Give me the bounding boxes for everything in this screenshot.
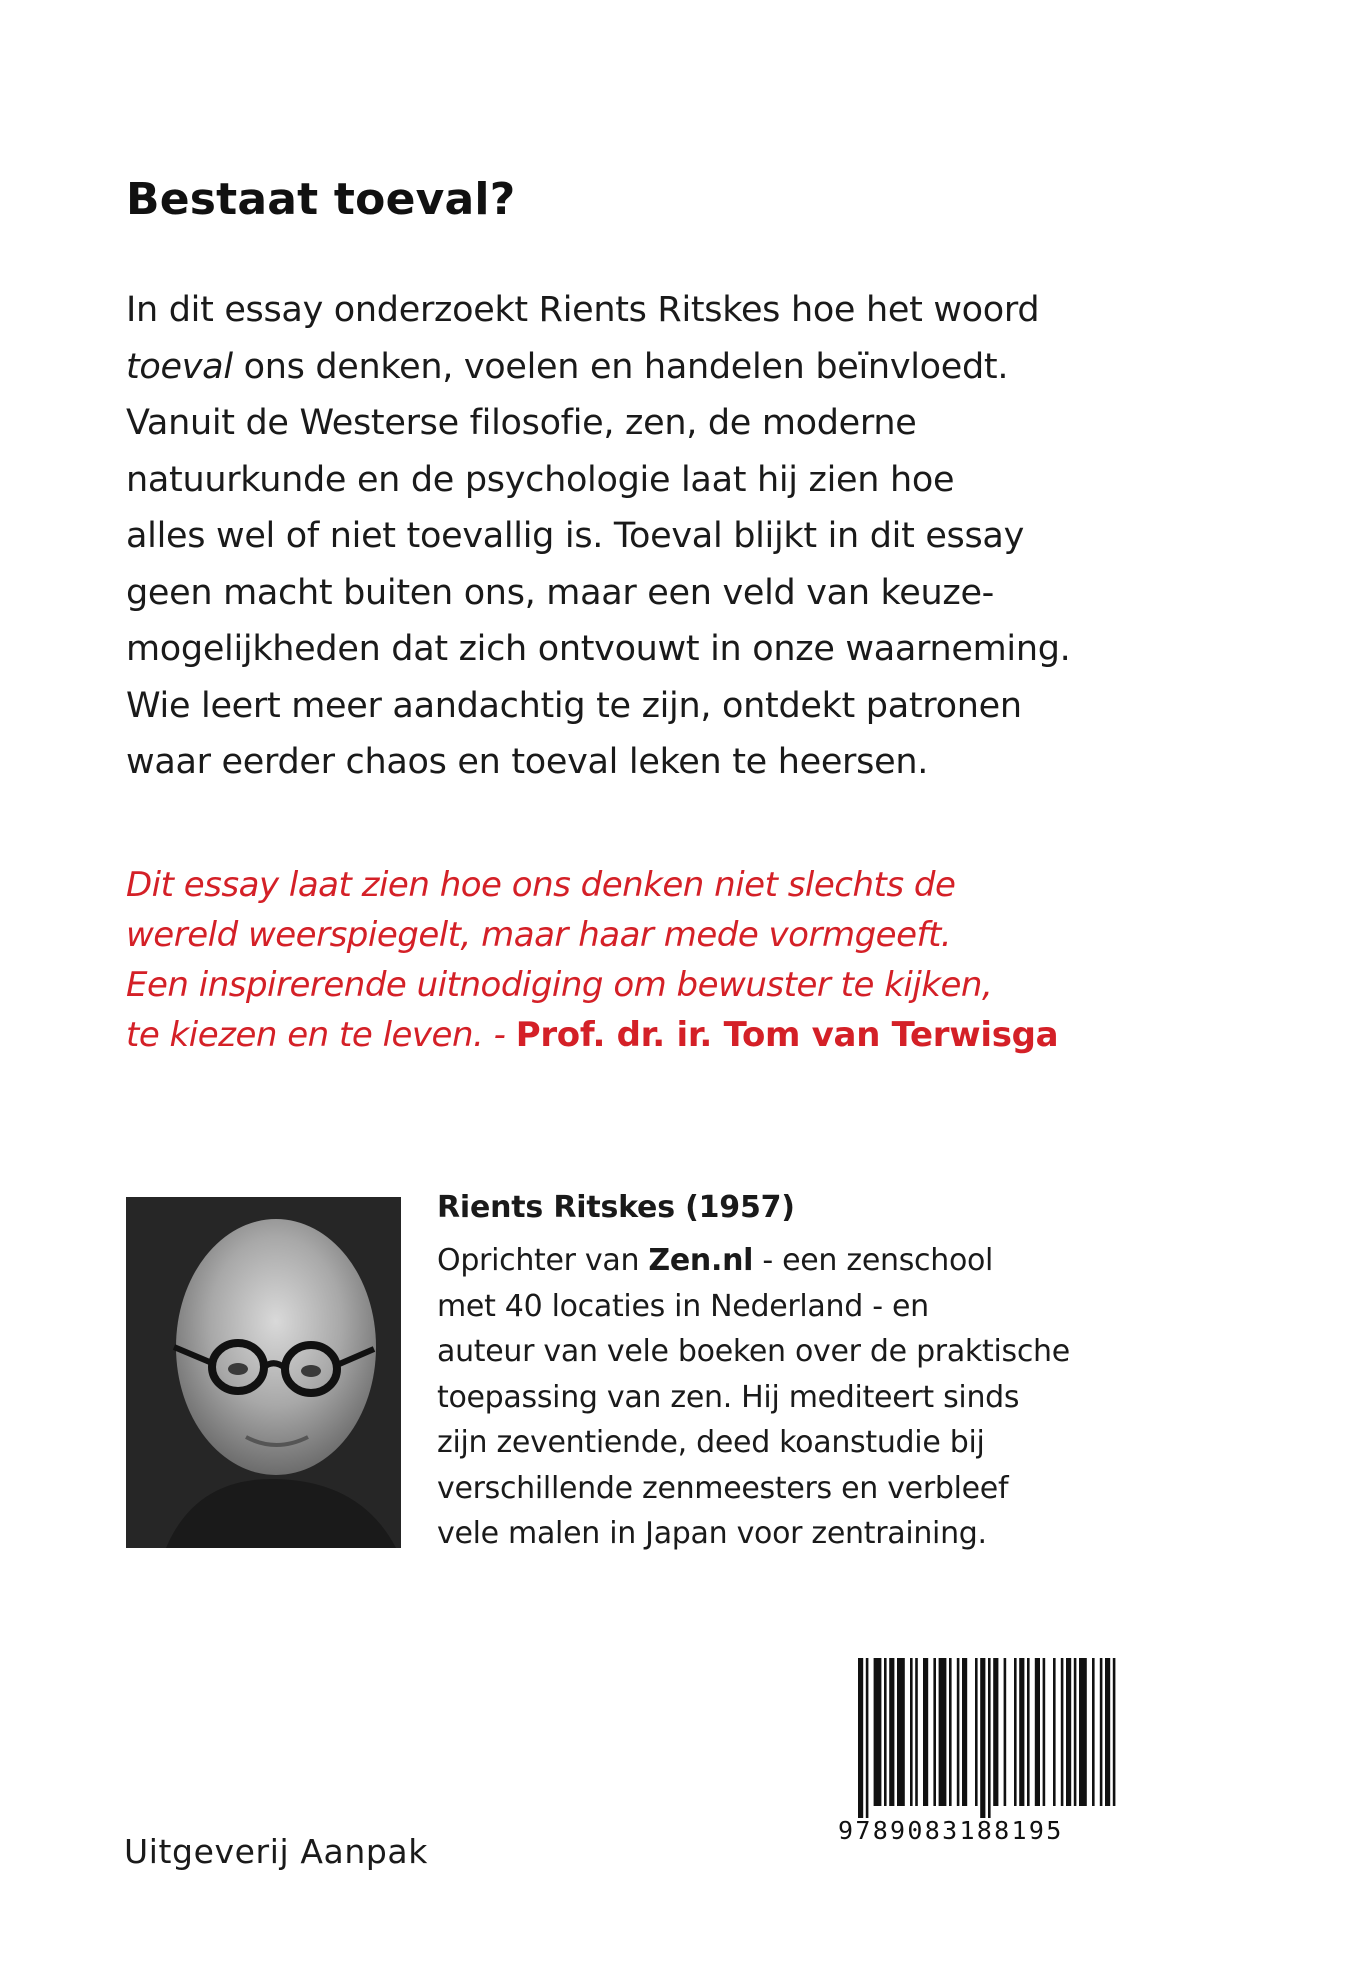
barcode-bar bbox=[1061, 1658, 1064, 1806]
blurb-line: geen macht buiten ons, maar een veld van keuze- bbox=[126, 572, 995, 613]
quote-line: wereld weerspiegelt, maar haar mede vormgeeft. bbox=[126, 915, 952, 955]
author-photo bbox=[126, 1197, 401, 1548]
zen-nl-name: Zen.nl bbox=[648, 1243, 754, 1278]
barcode-bar bbox=[939, 1658, 947, 1806]
barcode-bar bbox=[933, 1658, 936, 1806]
bio-text: - een zenschool bbox=[753, 1243, 994, 1278]
barcode-bar bbox=[949, 1658, 952, 1806]
blurb-paragraph bbox=[126, 282, 1306, 791]
quote-line bbox=[126, 1010, 1306, 1060]
quote-line: Een inspirerende uitnodiging om bewuster te kijken, bbox=[126, 965, 993, 1005]
barcode-bar bbox=[1053, 1658, 1056, 1806]
barcode-bar bbox=[962, 1658, 967, 1806]
barcode-bar bbox=[1066, 1658, 1071, 1806]
barcode-bar bbox=[1074, 1658, 1077, 1806]
barcode-bar bbox=[884, 1658, 887, 1806]
author-name: Rients Ritskes (1957) bbox=[437, 1190, 795, 1225]
quote-line-text: te kiezen en te leven. - bbox=[126, 1015, 516, 1055]
bio-line bbox=[437, 1238, 1317, 1284]
barcode-bars bbox=[858, 1658, 1118, 1818]
bio-line: vele malen in Japan voor zentraining. bbox=[437, 1516, 987, 1551]
endorsement-quote bbox=[126, 860, 1306, 1060]
quote-line: Dit essay laat zien hoe ons denken niet slechts de bbox=[126, 865, 956, 905]
back-cover-heading: Bestaat toeval? bbox=[126, 174, 516, 225]
barcode-bar bbox=[980, 1658, 985, 1818]
bio-line: toepassing van zen. Hij mediteert sinds bbox=[437, 1379, 1020, 1415]
barcode-bar bbox=[1004, 1658, 1007, 1806]
barcode-bar bbox=[915, 1658, 918, 1806]
barcode-bar bbox=[993, 1658, 998, 1806]
barcode-bars-graphic bbox=[858, 1658, 1118, 1818]
barcode-bar bbox=[858, 1658, 863, 1818]
barcode-bar bbox=[923, 1658, 928, 1806]
bio-line: zijn zeventiende, deed koanstudie bij bbox=[437, 1425, 985, 1460]
bio-line: auteur van vele boeken over de praktische bbox=[437, 1334, 1070, 1369]
barcode-bar bbox=[1100, 1658, 1103, 1806]
blurb-line: In dit essay onderzoekt Rients Ritskes hoe het woord bbox=[126, 290, 1040, 330]
barcode-bar bbox=[957, 1658, 960, 1806]
blurb-line-rest: ons denken, voelen en handelen beïnvloedt. bbox=[232, 346, 1009, 387]
blurb-line: mogelijkheden dat zich ontvouwt in onze waarneming. bbox=[126, 629, 1071, 669]
blurb-line: waar eerder chaos en toeval leken te heersen. bbox=[126, 742, 929, 782]
bio-line: met 40 locaties in Nederland - en bbox=[437, 1288, 929, 1324]
isbn-barcode bbox=[838, 1658, 1122, 1848]
blurb-line: Vanuit de Westerse filosofie, zen, de moderne bbox=[126, 403, 917, 443]
barcode-bar bbox=[1043, 1658, 1046, 1806]
barcode-bar bbox=[975, 1658, 978, 1806]
barcode-bar bbox=[889, 1658, 894, 1806]
barcode-bar bbox=[866, 1658, 869, 1818]
bio-line: verschillende zenmeesters en verbleef bbox=[437, 1470, 1009, 1506]
barcode-bar bbox=[1014, 1658, 1017, 1806]
barcode-bar bbox=[1079, 1658, 1087, 1806]
barcode-bar bbox=[1105, 1658, 1110, 1806]
barcode-bar bbox=[897, 1658, 905, 1806]
blurb-line bbox=[126, 339, 1306, 396]
author-bio bbox=[437, 1238, 1317, 1557]
quote-author: Prof. dr. ir. Tom van Terwisga bbox=[515, 1015, 1059, 1055]
barcode-bar bbox=[1035, 1658, 1040, 1806]
blurb-line: alles wel of niet toevallig is. Toeval blijkt in dit essay bbox=[126, 516, 1024, 556]
barcode-bar bbox=[1113, 1658, 1116, 1806]
blurb-line: Wie leert meer aandachtig te zijn, ontdekt patronen bbox=[126, 685, 1022, 726]
author-portrait-illustration bbox=[126, 1197, 401, 1548]
barcode-bar bbox=[1019, 1658, 1024, 1806]
barcode-bar bbox=[1027, 1658, 1030, 1806]
publisher-name: Uitgeverij Aanpak bbox=[124, 1832, 428, 1871]
barcode-bar bbox=[874, 1658, 882, 1806]
isbn-number: 9789083188195 bbox=[838, 1816, 1064, 1845]
barcode-bar bbox=[910, 1658, 913, 1806]
blurb-line: natuurkunde en de psychologie laat hij zien hoe bbox=[126, 459, 955, 500]
barcode-bar bbox=[1092, 1658, 1095, 1806]
blurb-emphasis: toeval bbox=[126, 346, 233, 387]
barcode-bar bbox=[988, 1658, 991, 1818]
bio-text: Oprichter van bbox=[437, 1243, 649, 1278]
